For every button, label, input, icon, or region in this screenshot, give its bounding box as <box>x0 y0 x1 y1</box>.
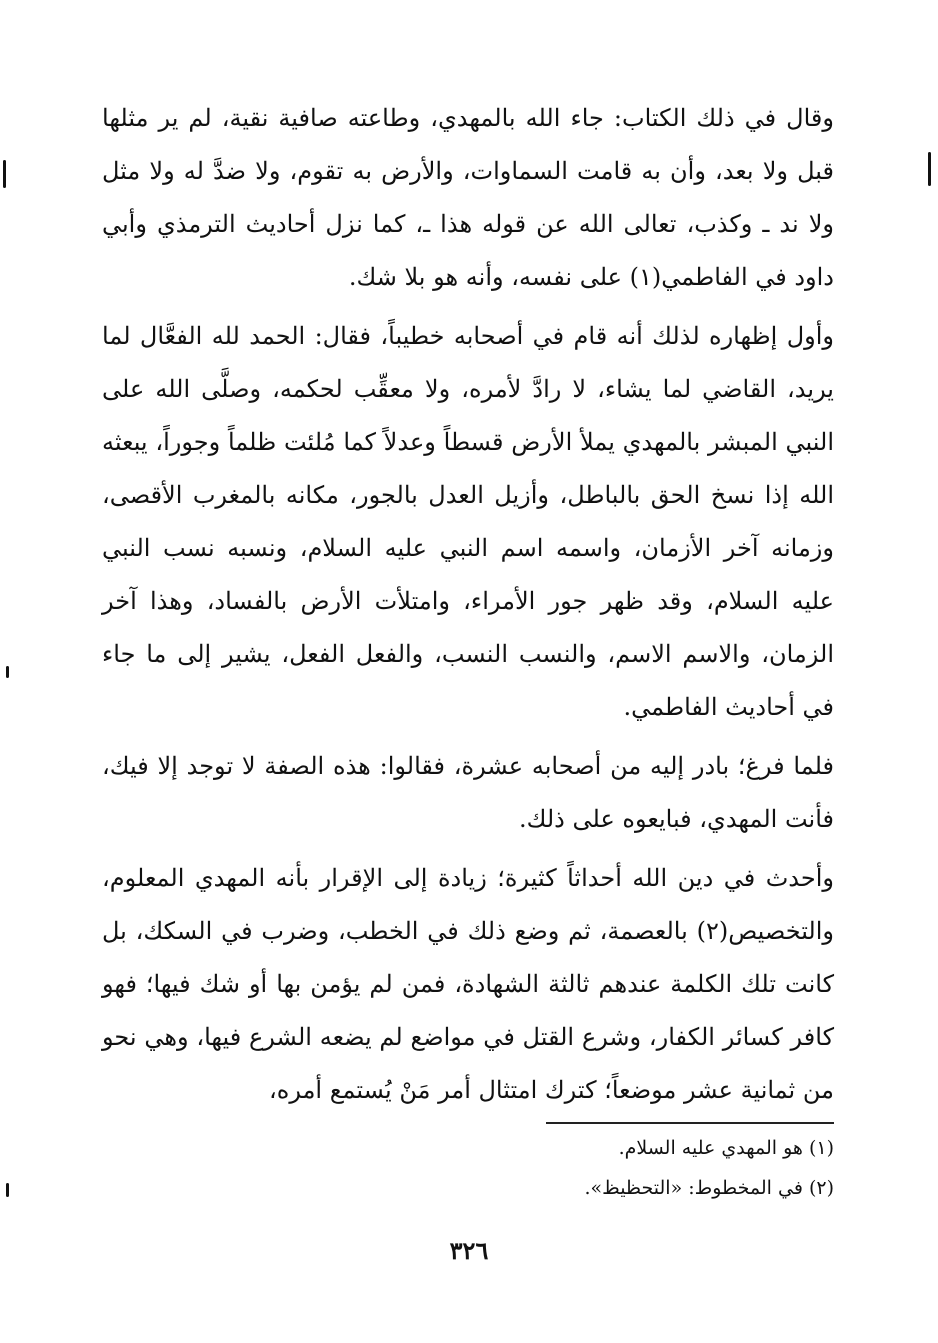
footnote-divider <box>546 1122 834 1124</box>
scan-mark <box>6 1183 9 1197</box>
page-number: ٣٢٦ <box>449 1236 489 1265</box>
paragraph-2: وأول إظهاره لذلك أنه قام في أصحابه خطيباً، فقال: الحمد لله الفعَّال لما يريد، القاضي لما يشاء، لا رادَّ لأمره، ولا معقِّب لحكمه، وصلَّى الله على النبي المبشر بالمهدي يملأ الأرض قسطاً وعدلاً كما مُلئت ظلماً وجوراً، يبعثه الله إذا نسخ الحق بالباطل، وأزيل العدل بالجور، مكانه بالمغرب الأقصى، وزمانه آخر الأزمان، واسمه اسم النبي عليه السلام، ونسبه نسب النبي عليه السلام، وقد ظهر جور الأمراء، وامتلأت الأرض بالفساد، وهذا آخر الزمان، والاسم الاسم، والنسب النسب، والفعل الفعل، يشير إلى ما جاء في أحاديث الفاطمي. <box>102 322 834 721</box>
paragraph-4: وأحدث في دين الله أحداثاً كثيرة؛ زيادة إلى الإقرار بأنه المهدي المعلوم، والتخصيص(٢) بالعصمة، ثم وضع ذلك في الخطب، وضرب في السكك، بل كانت تلك الكلمة عندهم ثالثة الشهادة، فمن لم يؤمن بها أو شك فيها؛ فهو كافر كسائر الكفار، وشرع القتل في مواضع لم يضعه الشرع فيها، وهي نحو من ثمانية عشر موضعاً؛ كترك امتثال أمر مَنْ يُستمع أمره، <box>102 864 834 1104</box>
scan-mark <box>3 160 6 188</box>
scan-mark <box>928 152 931 186</box>
paragraph-1: وقال في ذلك الكتاب: جاء الله بالمهدي، وطاعته صافية نقية، لم ير مثلها قبل ولا بعد، وأن به قامت السماوات، والأرض به تقوم، ولا ضدَّ له ولا مثل ولا ند ـ وكذب، تعالى الله عن قوله هذا ـ، كما نزل أحاديث الترمذي وأبي داود في الفاطمي(١) على نفسه، وأنه هو بلا شك. <box>102 104 834 291</box>
footnote-2: (٢) في المخطوط: «التحظيظ». <box>584 1177 834 1199</box>
main-text <box>102 92 834 1117</box>
footnotes <box>334 1128 834 1208</box>
scan-mark <box>6 666 9 678</box>
footnote-1: (١) هو المهدي عليه السلام. <box>618 1137 834 1159</box>
paragraph-3: فلما فرغ؛ بادر إليه من أصحابه عشرة، فقالوا: هذه الصفة لا توجد إلا فيك، فأنت المهدي، فبايعوه على ذلك. <box>102 752 834 833</box>
